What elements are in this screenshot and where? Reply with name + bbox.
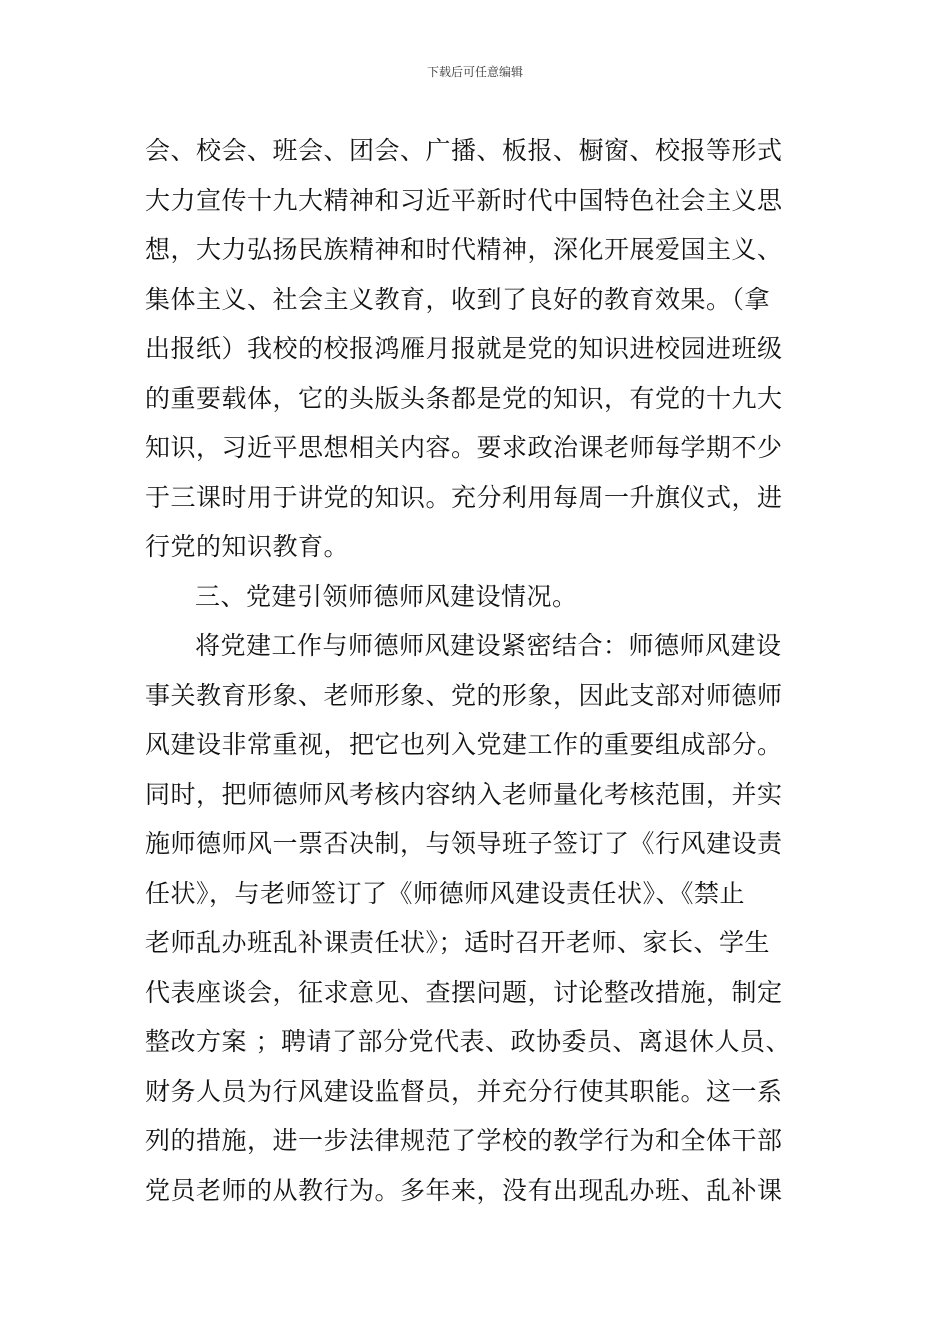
text-line: 老师乱办班乱补课责任状》；适时召开老师、家长、学生 <box>145 928 771 957</box>
text-line: 列的措施，进一步法律规范了学校的教学行为和全体干部 <box>145 1126 783 1155</box>
text-line: 任状》，与老师签订了《师德师风建设责任状》、《禁止 <box>145 878 746 908</box>
page-header: 下载后可任意编辑 <box>426 65 523 79</box>
text-line: 同时，把师德师风考核内容纳入老师量化考核范围，并实 <box>145 779 783 809</box>
text-line: 会、校会、班会、团会、广播、板报、橱窗、校报等形式 <box>145 136 783 165</box>
text-line: 于三课时用于讲党的知识。充分利用每周一升旗仪式，进 <box>145 482 783 512</box>
text-line: 施师德师风一票否决制，与领导班子签订了《行风建设责 <box>145 829 783 858</box>
text-line: 出报纸）我校的校报鸿雁月报就是党的知识进校园进班级 <box>145 334 783 363</box>
text-line: 财务人员为行风建设监督员，并充分行使其职能。这一系 <box>145 1076 783 1106</box>
text-line: 整改方案 ；聘请了部分党代表、政协委员、离退休人员、 <box>145 1027 791 1056</box>
paragraph-start-line: 将党建工作与师德师风建设紧密结合：师德师风建设 <box>195 631 782 660</box>
document-body <box>145 126 810 1215</box>
text-line: 知识，习近平思想相关内容。要求政治课老师每学期不少 <box>145 433 783 462</box>
text-line: 想，大力弘扬民族精神和时代精神，深化开展爱国主义、 <box>145 235 783 264</box>
text-line: 风建设非常重视，把它也列入党建工作的重要组成部分。 <box>145 730 783 759</box>
text-line: 大力宣传十九大精神和习近平新时代中国特色社会主义思 <box>145 185 783 215</box>
text-line: 的重要载体，它的头版头条都是党的知识，有党的十九大 <box>145 383 783 413</box>
section-heading: 三、党建引领师德师风建设情况。 <box>195 581 578 611</box>
text-line: 代表座谈会，征求意见、查摆问题，讨论整改措施，制定 <box>145 977 783 1007</box>
text-line: 事关教育形象、老师形象、党的形象，因此支部对师德师 <box>145 680 783 710</box>
text-line: 集体主义、社会主义教育，收到了良好的教育效果。（拿 <box>145 284 771 314</box>
text-line: 党员老师的从教行为。多年来，没有出现乱办班、乱补课 <box>145 1175 783 1205</box>
text-line: 行党的知识教育。 <box>145 532 350 561</box>
